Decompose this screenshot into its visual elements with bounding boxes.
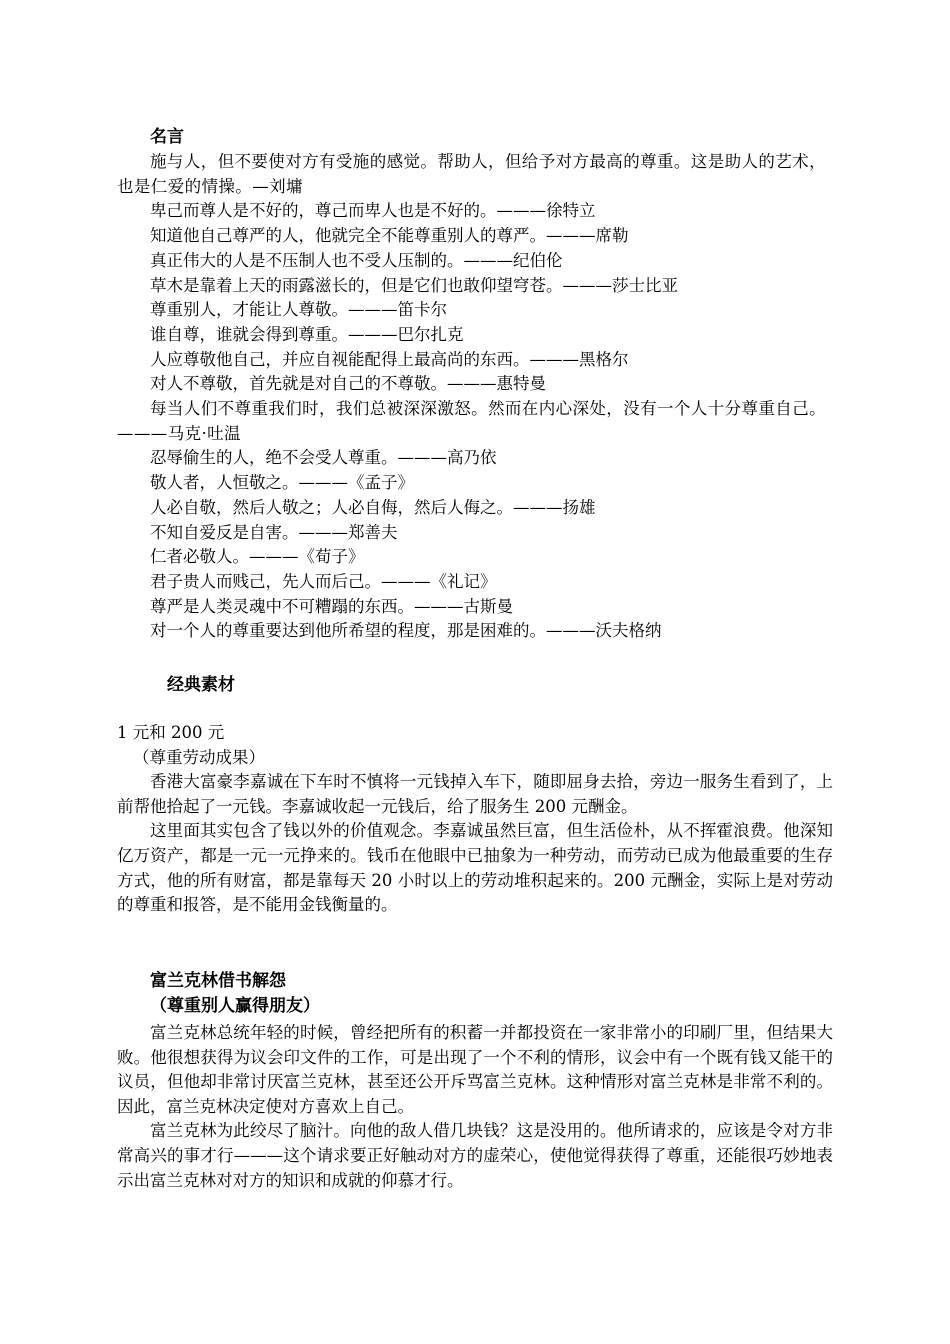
- quote-item: 卑己而尊人是不好的，尊己而卑人也是不好的。———徐特立: [150, 201, 596, 221]
- quote-item: 人应尊敬他自己，并应自视能配得上最高尚的东西。———黑格尔: [150, 349, 629, 369]
- quote-item: 人必自敬，然后人敬之；人必自侮，然后人侮之。———扬雄: [150, 497, 596, 517]
- quote-item: 君子贵人而贱己，先人而后己。———《礼记》: [150, 571, 497, 591]
- quote-item: 尊重别人，才能让人尊敬。———笛卡尔: [150, 300, 447, 320]
- story-2-title: 富兰克林借书解怨: [150, 971, 286, 991]
- story-1-subtitle: （尊重劳动成果）: [133, 747, 265, 767]
- story-1-paragraph: 这里面其实包含了钱以外的价值观念。李嘉诚虽然巨富，但生活俭朴，从不挥霍浪费。他深知亿万资产，都是一元一元挣来的。钱币在他眼中已抽象为一种劳动，而劳动已成为他最重要的生存方式，他的所有财富，都是靠每天 20 小时以上的劳动堆积起来的。200 元酬金，实际上是对劳动的尊重和报答，是不能用金钱衡量的。: [117, 821, 833, 915]
- quote-item: 草木是靠着上天的雨露滋长的，但是它们也敢仰望穹苍。———莎士比亚: [150, 275, 678, 295]
- quote-item: 不知自爱反是自害。———郑善夫: [150, 522, 398, 542]
- section-heading-materials: 经典素材: [167, 675, 235, 695]
- quote-item: 知道他自己尊严的人，他就完全不能尊重别人的尊严。———席勒: [150, 226, 629, 246]
- quote-item: 每当人们不尊重我们时，我们总被深深激怒。然而在内心深处，没有一个人十分尊重自己。———马克·吐温: [117, 399, 826, 443]
- story-2-paragraph: 富兰克林总统年轻的时候，曾经把所有的积蓄一并都投资在一家非常小的印刷厂里，但结果大败。他很想获得为议会印文件的工作，可是出现了一个不利的情形，议会中有一个既有钱又能干的议员，但他却非常讨厌富兰克林，甚至还公开斥骂富兰克林。这种情形对富兰克林是非常不利的。因此，富兰克林决定使对方喜欢上自己。: [117, 1023, 833, 1116]
- section-heading-quotes: 名言: [150, 127, 184, 147]
- quote-item: 对一个人的尊重要达到他所希望的程度，那是困难的。———沃夫格纳: [150, 621, 662, 641]
- quote-item: 仁者必敬人。———《荀子》: [150, 547, 365, 567]
- quote-item: 尊严是人类灵魂中不可糟蹋的东西。———古斯曼: [150, 596, 513, 616]
- quote-item: 施与人，但不要使对方有受施的感觉。帮助人，但给予对方最高的尊重。这是助人的艺术，也是仁爱的情操。—刘墉: [117, 152, 826, 196]
- story-2: [117, 1021, 833, 1193]
- quote-item: 忍辱偷生的人，绝不会受人尊重。———高乃依: [150, 448, 497, 468]
- quote-item: 对人不尊敬，首先就是对自己的不尊敬。———惠特曼: [150, 374, 546, 394]
- story-1-paragraph: 香港大富豪李嘉诚在下车时不慎将一元钱掉入车下，随即屈身去拾，旁边一服务生看到了，上前帮他拾起了一元钱。李嘉诚收起一元钱后，给了服务生 200 元酬金。: [117, 772, 833, 816]
- quote-item: 真正伟大的人是不压制人也不受人压制的。———纪伯伦: [150, 250, 563, 270]
- story-2-paragraph: 富兰克林为此绞尽了脑汁。向他的敌人借几块钱？这是没用的。他所请求的，应该是令对方非常高兴的事才行———这个请求要正好触动对方的虚荣心，使他觉得获得了尊重，还能很巧妙地表示出富兰克林对对方的知识和成就的仰慕才行。: [117, 1121, 833, 1190]
- story-2-subtitle: （尊重别人赢得朋友）: [150, 996, 320, 1016]
- quote-item: 敬人者，人恒敬之。———《孟子》: [150, 473, 414, 493]
- story-1-title: 1 元和 200 元: [117, 723, 225, 742]
- quote-item: 谁自尊，谁就会得到尊重。———巴尔扎克: [150, 324, 464, 344]
- quotes-list: [117, 150, 837, 644]
- story-1: [117, 721, 833, 918]
